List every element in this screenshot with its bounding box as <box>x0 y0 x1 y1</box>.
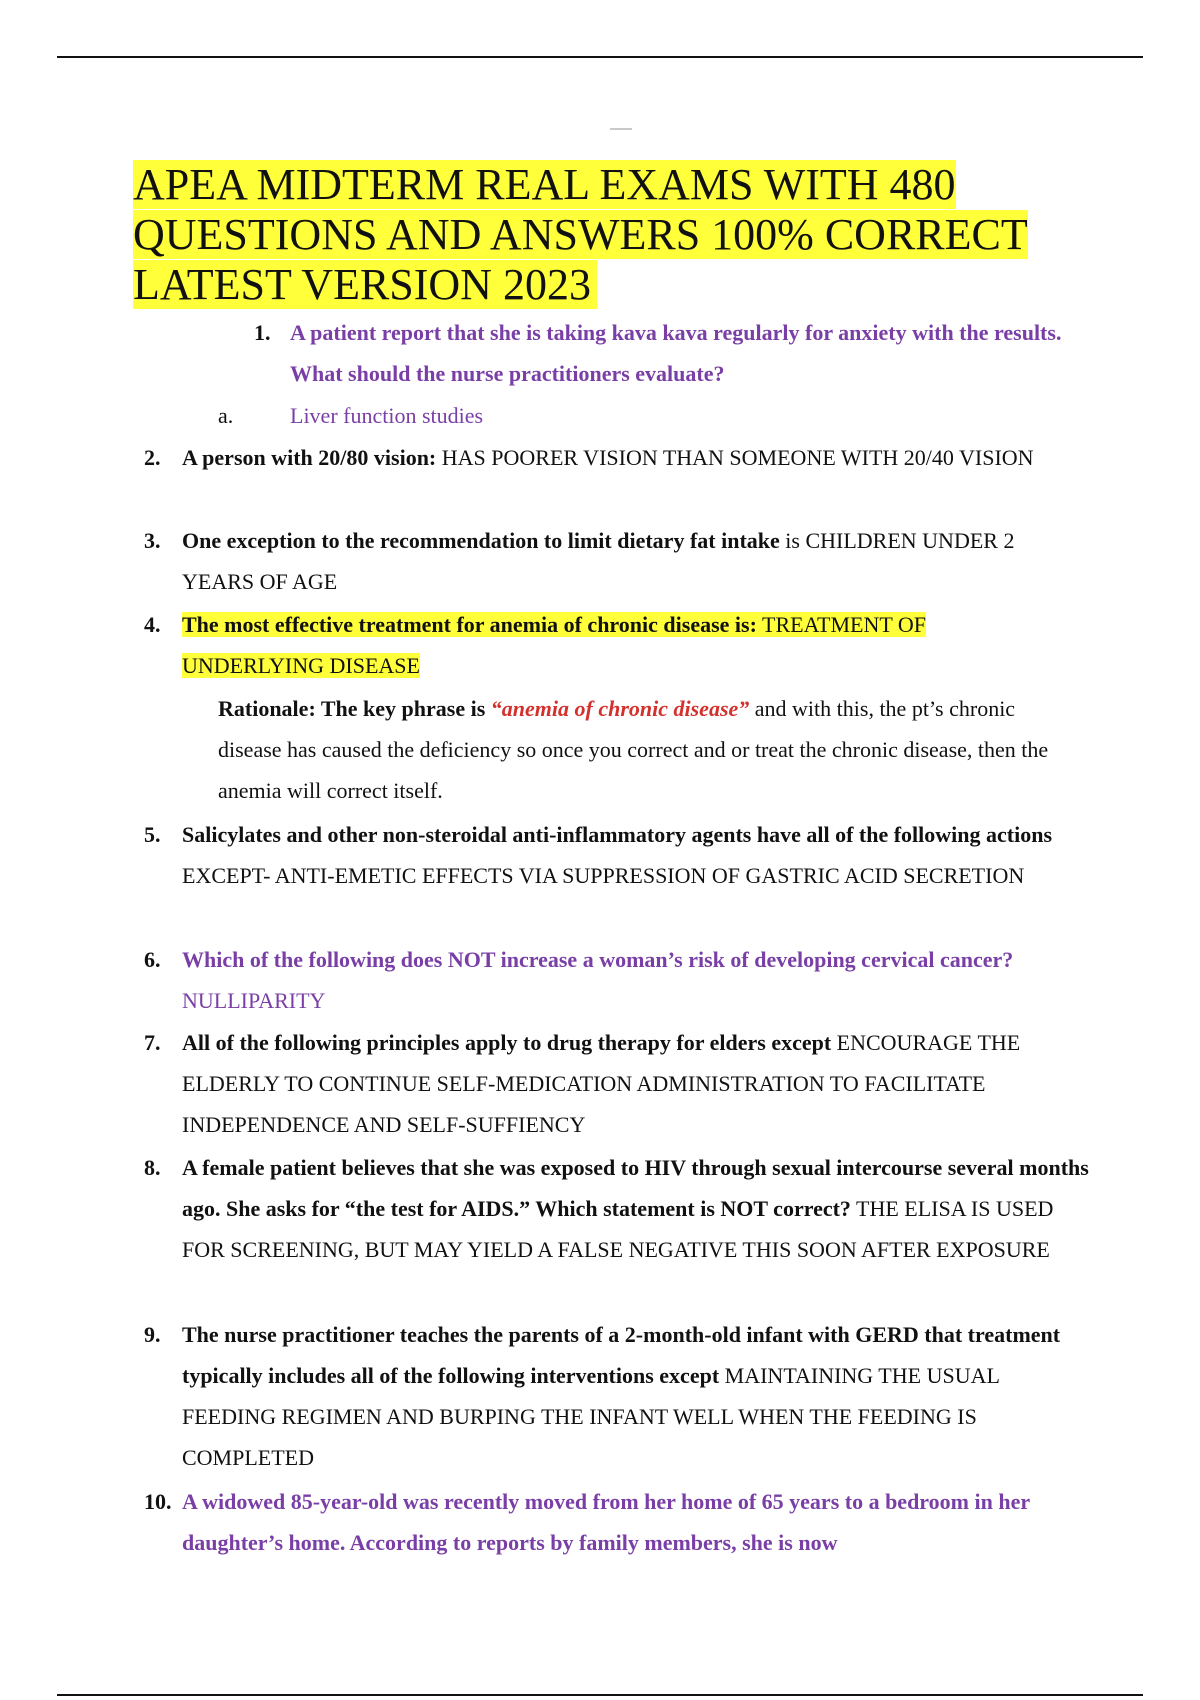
question-item <box>182 939 1042 1021</box>
question-number: 10. <box>144 1489 172 1514</box>
question-text: All of the following principles apply to drug therapy for elders except <box>182 1030 832 1055</box>
question-number: 5. <box>144 822 161 847</box>
question-text: A widowed 85-year-old was recently moved from her home of 65 years to a bedroom in her daughter’s home. According to reports by family members, she is now <box>182 1489 1030 1555</box>
question-text: One exception to the recommendation to limit dietary fat intake <box>182 528 780 553</box>
header-mark <box>610 128 632 130</box>
answer-text: TREATMENT OF UNDERLYING DISEASE <box>182 612 927 678</box>
question-number: 1. <box>254 320 271 345</box>
question-text: Salicylates and other non-steroidal anti-inflammatory agents have all of the following actions <box>182 822 1053 847</box>
rationale-text: and with this, the pt’s chronic disease has caused the deficiency so once you correct and or treat the chronic disease, then the anemia will correct itself. <box>218 696 1049 803</box>
question-item <box>182 1314 1072 1478</box>
answer-text: is CHILDREN UNDER 2 YEARS OF AGE <box>182 528 1015 594</box>
option-text: Liver function studies <box>290 403 484 428</box>
question-number: 9. <box>144 1322 161 1347</box>
question-text: A patient report that she is taking kava kava regularly for anxiety with the results. What should the nurse practitioners evaluate? <box>290 320 1062 386</box>
question-item <box>182 604 1042 686</box>
question-text: A female patient believes that she was exposed to HIV through sexual intercourse several months ago. She asks for “the test for AIDS.” Which statement is NOT correct? <box>182 1155 1089 1221</box>
rationale-phrase: “anemia of chronic disease” <box>490 696 750 721</box>
answer-text: THE ELISA IS USED FOR SCREENING, BUT MAY YIELD A FALSE NEGATIVE THIS SOON AFTER EXPOSURE <box>182 1196 1054 1262</box>
question-item <box>182 1147 1092 1270</box>
question-number: 8. <box>144 1155 161 1180</box>
top-rule <box>57 56 1143 58</box>
question-item <box>182 1022 1062 1145</box>
question-text: The most effective treatment for anemia of chronic disease is: <box>182 612 757 637</box>
option-letter: a. <box>218 403 234 428</box>
answer-text: ENCOURAGE THE ELDERLY TO CONTINUE SELF-MEDICATION ADMINISTRATION TO FACILITATE INDEPENDENCE AND SELF-SUFFIENCY <box>182 1030 1021 1137</box>
question-number: 6. <box>144 947 161 972</box>
question-number: 4. <box>144 612 161 637</box>
question-number: 7. <box>144 1030 161 1055</box>
title-highlight: APEA MIDTERM REAL EXAMS WITH 480 QUESTIONS AND ANSWERS 100% CORRECT LATEST VERSION 2023 <box>133 160 1028 309</box>
question-number: 2. <box>144 445 161 470</box>
question-text: The nurse practitioner teaches the parents of a 2-month-old infant with GERD that treatment typically includes all of the following interventions except <box>182 1322 1061 1388</box>
bottom-rule <box>57 1694 1143 1696</box>
rationale-label: Rationale: The key phrase is <box>218 696 491 721</box>
answer-text: EXCEPT- ANTI-EMETIC EFFECTS VIA SUPPRESSION OF GASTRIC ACID SECRETION <box>182 863 1025 888</box>
rationale <box>218 688 1078 811</box>
document-title <box>133 160 1113 310</box>
answer-text: HAS POORER VISION THAN SOMEONE WITH 20/40 VISION <box>436 445 1034 470</box>
answer-text: NULLIPARITY <box>182 988 326 1013</box>
question-item <box>182 814 1072 896</box>
answer-text: MAINTAINING THE USUAL FEEDING REGIMEN AND BURPING THE INFANT WELL WHEN THE FEEDING IS COMPLETED <box>182 1363 1000 1470</box>
question-item <box>182 520 1087 602</box>
question-text: A person with 20/80 vision: <box>182 445 437 470</box>
question-text: Which of the following does NOT increase a woman’s risk of developing cervical cancer? <box>182 947 1014 972</box>
question-number: 3. <box>144 528 161 553</box>
question-item <box>182 437 1082 478</box>
